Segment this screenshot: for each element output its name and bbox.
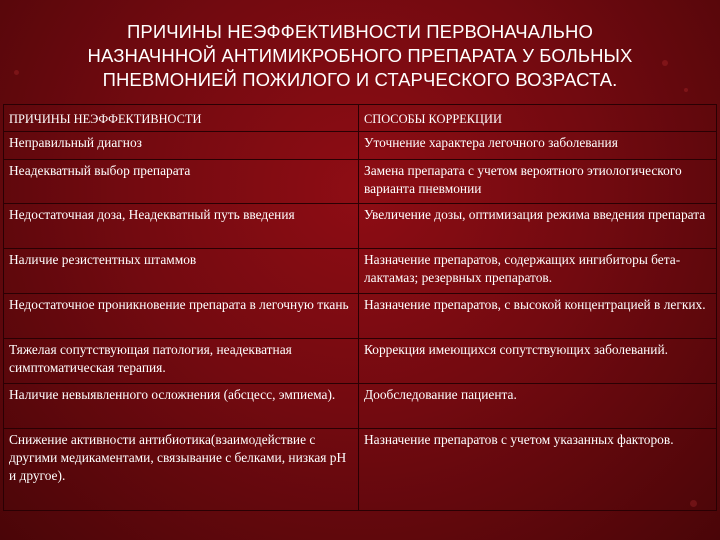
cause-cell: Недостаточное проникновение препарата в легочную ткань (4, 294, 359, 339)
cause-cell: Наличие резистентных штаммов (4, 249, 359, 294)
table-row (4, 339, 717, 384)
table-row (4, 204, 717, 249)
header-correction: СПОСОБЫ КОРРЕКЦИИ (359, 105, 717, 132)
title-line: ПРИЧИНЫ НЕЭФФЕКТИВНОСТИ ПЕРВОНАЧАЛЬНО (126, 21, 593, 42)
cause-cell: Тяжелая сопутствующая патология, неадекватная симптоматическая терапия. (4, 339, 359, 384)
decorative-dot (14, 70, 19, 75)
cause-cell: Недостаточная доза, Неадекватный путь введения (4, 204, 359, 249)
table-row (4, 160, 717, 204)
correction-cell: Дообследование пациента. (359, 384, 717, 429)
table-row (4, 384, 717, 429)
title-line: НАЗНАЧННОЙ АНТИМИКРОБНОГО ПРЕПАРАТА У БОЛЬНЫХ (87, 45, 633, 66)
correction-cell: Коррекция имеющихся сопутствующих заболеваний. (359, 339, 717, 384)
cause-cell: Неадекватный выбор препарата (4, 160, 359, 204)
correction-cell: Уточнение характера легочного заболевания (359, 132, 717, 160)
header-causes: ПРИЧИНЫ НЕЭФФЕКТИВНОСТИ (4, 105, 359, 132)
table-row (4, 294, 717, 339)
correction-cell: Увеличение дозы, оптимизация режима введения препарата (359, 204, 717, 249)
correction-cell: Замена препарата с учетом вероятного этиологического варианта пневмонии (359, 160, 717, 204)
correction-cell: Назначение препаратов с учетом указанных факторов. (359, 429, 717, 511)
table-row (4, 429, 717, 511)
title-line: ПНЕВМОНИЕЙ ПОЖИЛОГО И СТАРЧЕСКОГО ВОЗРАСТА. (102, 69, 618, 90)
table-row (4, 249, 717, 294)
table-row (4, 132, 717, 160)
correction-cell: Назначение препаратов, с высокой концентрацией в легких. (359, 294, 717, 339)
cause-cell: Наличие невыявленного осложнения (абсцесс, эмпиема). (4, 384, 359, 429)
table-header-row (4, 105, 717, 132)
causes-correction-table (3, 104, 717, 511)
slide-title (30, 20, 690, 92)
cause-cell: Неправильный диагноз (4, 132, 359, 160)
cause-cell: Снижение активности антибиотика(взаимодействие с другими медикаментами, связывание с белками, низкая рН и другое). (4, 429, 359, 511)
correction-cell: Назначение препаратов, содержащих ингибиторы бета-лактамаз; резервных препаратов. (359, 249, 717, 294)
